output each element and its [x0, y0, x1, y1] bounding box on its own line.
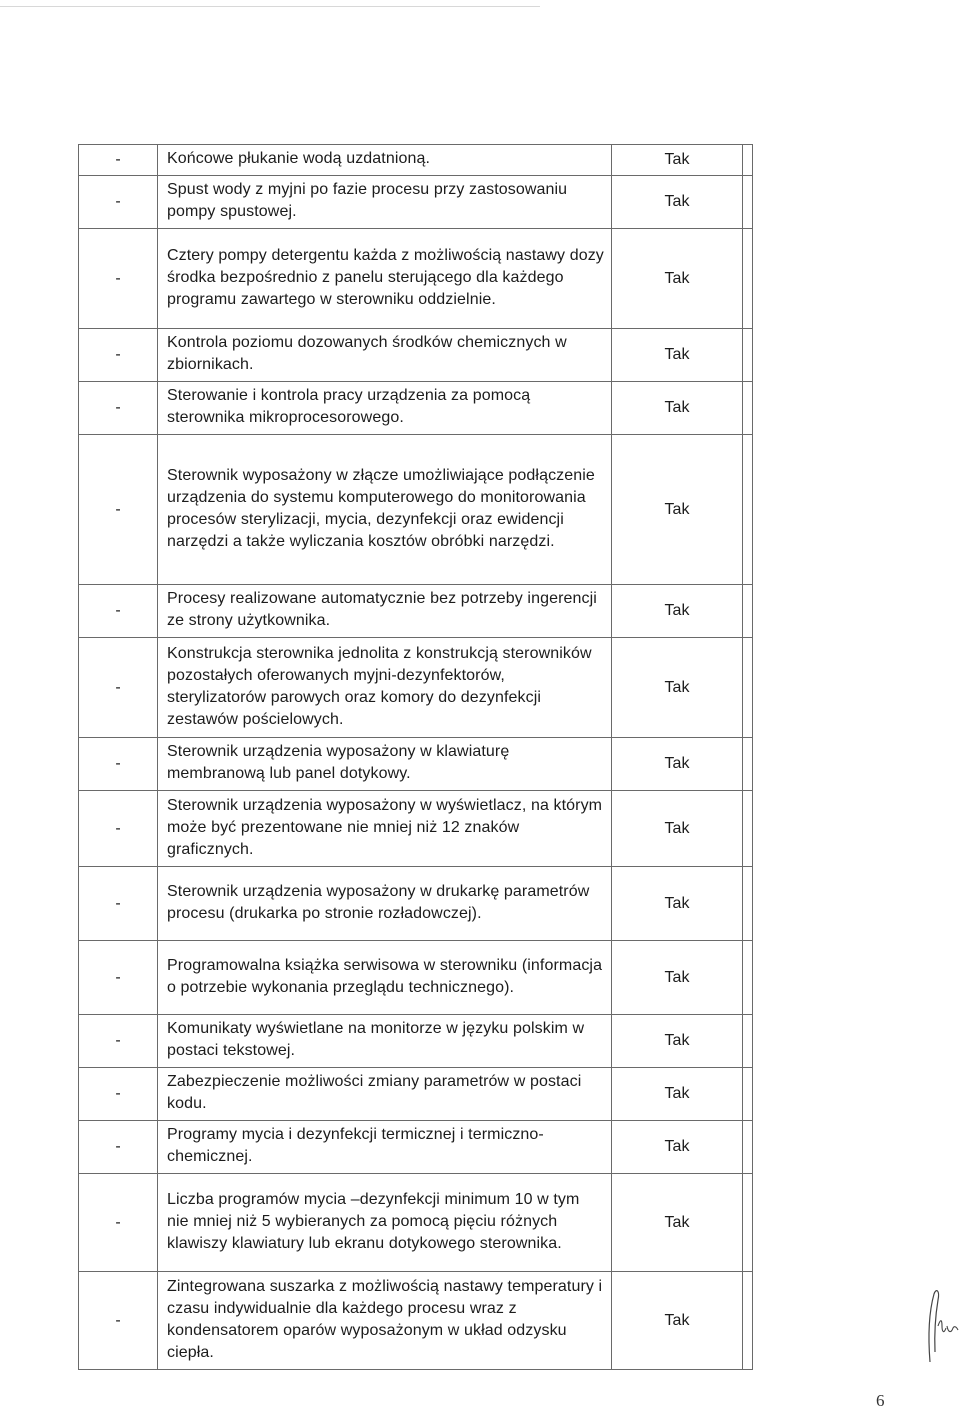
empty-cell	[743, 1272, 753, 1370]
empty-cell	[743, 176, 753, 229]
row-bullet-dash: -	[79, 941, 158, 1015]
row-bullet-dash: -	[79, 145, 158, 176]
requirement-description: Zintegrowana suszarka z możliwością nastawy temperatury i czasu indywidualnie dla każdego procesu wraz z kondensatorem oparów wyposażonym w układ odzysku ciepła.	[158, 1272, 612, 1370]
requirement-description: Zabezpieczenie możliwości zmiany parametrów w postaci kodu.	[158, 1068, 612, 1121]
requirement-value: Tak	[612, 638, 743, 738]
requirement-description: Sterowanie i kontrola pracy urządzenia za pomocą sterownika mikroprocesorowego.	[158, 382, 612, 435]
requirement-value: Tak	[612, 329, 743, 382]
empty-cell	[743, 941, 753, 1015]
specification-table	[78, 144, 753, 1370]
handwritten-signature	[920, 1282, 960, 1372]
empty-cell	[743, 1015, 753, 1068]
requirement-description: Sterownik wyposażony w złącze umożliwiające podłączenie urządzenia do systemu komputerowego do monitorowania procesów sterylizacji, mycia, dezynfekcji oraz ewidencji narzędzi a także wyliczania kosztów obróbki narzędzi.	[158, 435, 612, 585]
requirement-description: Kontrola poziomu dozowanych środków chemicznych w zbiornikach.	[158, 329, 612, 382]
requirement-value: Tak	[612, 585, 743, 638]
requirement-description: Liczba programów mycia –dezynfekcji minimum 10 w tym nie mniej niż 5 wybieranych za pomocą pięciu różnych klawiszy klawiatury lub ekranu dotykowego sterownika.	[158, 1174, 612, 1272]
top-scan-line	[0, 6, 540, 7]
table-row	[79, 585, 753, 638]
requirement-value: Tak	[612, 867, 743, 941]
table-row	[79, 229, 753, 329]
requirement-value: Tak	[612, 176, 743, 229]
row-bullet-dash: -	[79, 791, 158, 867]
empty-cell	[743, 229, 753, 329]
requirement-description: Procesy realizowane automatycznie bez potrzeby ingerencji ze strony użytkownika.	[158, 585, 612, 638]
empty-cell	[743, 867, 753, 941]
table-row	[79, 738, 753, 791]
table-row	[79, 1121, 753, 1174]
table-row	[79, 329, 753, 382]
requirement-value: Tak	[612, 145, 743, 176]
empty-cell	[743, 791, 753, 867]
requirement-value: Tak	[612, 435, 743, 585]
requirement-description: Sterownik urządzenia wyposażony w wyświetlacz, na którym może być prezentowane nie mniej niż 12 znaków graficznych.	[158, 791, 612, 867]
empty-cell	[743, 329, 753, 382]
requirement-value: Tak	[612, 1068, 743, 1121]
empty-cell	[743, 1121, 753, 1174]
requirement-value: Tak	[612, 1121, 743, 1174]
requirement-value: Tak	[612, 1015, 743, 1068]
row-bullet-dash: -	[79, 1068, 158, 1121]
row-bullet-dash: -	[79, 638, 158, 738]
row-bullet-dash: -	[79, 1272, 158, 1370]
requirement-description: Końcowe płukanie wodą uzdatnioną.	[158, 145, 612, 176]
requirement-value: Tak	[612, 941, 743, 1015]
table-row	[79, 382, 753, 435]
requirement-description: Sterownik urządzenia wyposażony w drukarkę parametrów procesu (drukarka po stronie rozładowczej).	[158, 867, 612, 941]
table-row	[79, 435, 753, 585]
table-row	[79, 1272, 753, 1370]
specification-table-body	[79, 145, 753, 1370]
table-row	[79, 941, 753, 1015]
requirement-description: Konstrukcja sterownika jednolita z konstrukcją sterowników pozostałych oferowanych myjni-dezynfektorów, sterylizatorów parowych oraz komory do dezynfekcji zestawów pościelowych.	[158, 638, 612, 738]
requirement-description: Spust wody z myjni po fazie procesu przy zastosowaniu pompy spustowej.	[158, 176, 612, 229]
row-bullet-dash: -	[79, 738, 158, 791]
row-bullet-dash: -	[79, 1015, 158, 1068]
row-bullet-dash: -	[79, 1174, 158, 1272]
row-bullet-dash: -	[79, 435, 158, 585]
empty-cell	[743, 435, 753, 585]
empty-cell	[743, 382, 753, 435]
table-row	[79, 1068, 753, 1121]
row-bullet-dash: -	[79, 329, 158, 382]
row-bullet-dash: -	[79, 382, 158, 435]
table-row	[79, 791, 753, 867]
table-row	[79, 638, 753, 738]
requirement-value: Tak	[612, 229, 743, 329]
requirement-value: Tak	[612, 1272, 743, 1370]
row-bullet-dash: -	[79, 1121, 158, 1174]
requirement-description: Programowalna książka serwisowa w sterowniku (informacja o potrzebie wykonania przeglądu technicznego).	[158, 941, 612, 1015]
requirement-value: Tak	[612, 791, 743, 867]
requirement-value: Tak	[612, 382, 743, 435]
empty-cell	[743, 585, 753, 638]
row-bullet-dash: -	[79, 867, 158, 941]
requirement-description: Cztery pompy detergentu każda z możliwością nastawy dozy środka bezpośrednio z panelu sterującego dla każdego programu zawartego w sterowniku oddzielnie.	[158, 229, 612, 329]
row-bullet-dash: -	[79, 585, 158, 638]
row-bullet-dash: -	[79, 176, 158, 229]
table-row	[79, 1015, 753, 1068]
empty-cell	[743, 638, 753, 738]
table-row	[79, 145, 753, 176]
requirement-description: Sterownik urządzenia wyposażony w klawiaturę membranową lub panel dotykowy.	[158, 738, 612, 791]
table-row	[79, 176, 753, 229]
empty-cell	[743, 1174, 753, 1272]
empty-cell	[743, 145, 753, 176]
table-row	[79, 867, 753, 941]
requirement-value: Tak	[612, 1174, 743, 1272]
page-number: 6	[876, 1391, 885, 1410]
empty-cell	[743, 738, 753, 791]
table-row	[79, 1174, 753, 1272]
row-bullet-dash: -	[79, 229, 158, 329]
requirement-description: Programy mycia i dezynfekcji termicznej i termiczno-chemicznej.	[158, 1121, 612, 1174]
requirement-value: Tak	[612, 738, 743, 791]
empty-cell	[743, 1068, 753, 1121]
requirement-description: Komunikaty wyświetlane na monitorze w języku polskim w postaci tekstowej.	[158, 1015, 612, 1068]
